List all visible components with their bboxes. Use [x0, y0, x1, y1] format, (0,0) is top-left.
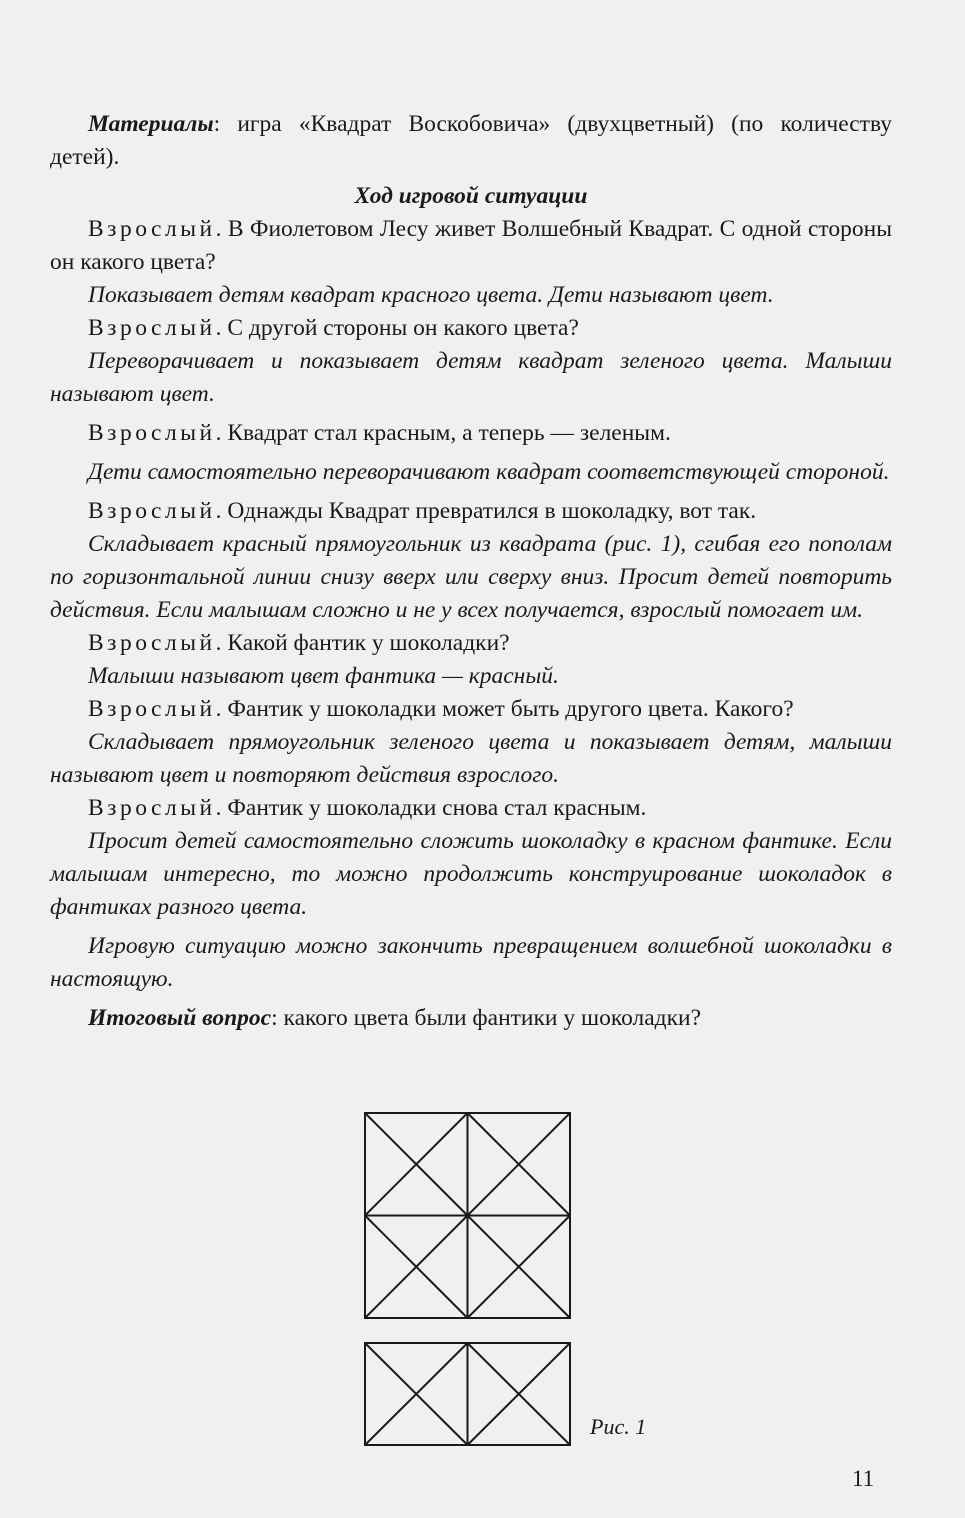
- speaker: Взрослый: [88, 420, 216, 446]
- stage-direction: Просит детей самостоятельно сложить шоколадку в красном фантике. Если малышам интересно, то можно продолжить конструирование шоколадок в фантиках разного цвета.: [50, 828, 892, 920]
- summary-text: : какого цвета были фантики у шоколадки?: [271, 1005, 702, 1031]
- materials-label: Материалы: [88, 111, 214, 137]
- stage-direction: Переворачивает и показывает детям квадрат зеленого цвета. Малыши называют цвет.: [50, 348, 892, 407]
- adult-text: . Какой фантик у шоколадки?: [215, 630, 510, 656]
- section-heading: Ход игровой ситуации: [354, 183, 588, 209]
- adult-text: . Однажды Квадрат превратился в шоколадку, вот так.: [215, 498, 757, 524]
- stage-direction: Игровую ситуацию можно закончить превращением волшебной шоколадки в настоящую.: [50, 933, 892, 992]
- speaker: Взрослый: [88, 315, 216, 341]
- square-diagram: [365, 1113, 570, 1318]
- page-number: 11: [852, 1466, 875, 1491]
- speaker: Взрослый: [88, 216, 216, 242]
- stage-direction: Малыши называют цвет фантика — красный.: [88, 663, 559, 689]
- stage-direction: Дети самостоятельно переворачивают квадрат соответствующей стороной.: [88, 459, 890, 485]
- adult-text: . Фантик у шоколадки снова стал красным.: [215, 795, 647, 821]
- adult-text: . С другой стороны он какого цвета?: [215, 315, 579, 341]
- figure-caption: Рис. 1: [590, 1414, 647, 1439]
- speaker: Взрослый: [88, 498, 216, 524]
- adult-text: . Фантик у шоколадки может быть другого цвета. Какого?: [215, 696, 794, 722]
- stage-direction: Складывает прямоугольник зеленого цвета и показывает детям, малыши называют цвет и повторяют действия взрослого.: [50, 729, 892, 788]
- adult-text: . Квадрат стал красным, а теперь — зеленым.: [215, 420, 671, 446]
- speaker: Взрослый: [88, 630, 216, 656]
- speaker: Взрослый: [88, 795, 216, 821]
- speaker: Взрослый: [88, 696, 216, 722]
- rectangle-diagram: [365, 1343, 570, 1445]
- stage-direction: Складывает красный прямоугольник из квадрата (рис. 1), сгибая его пополам по горизонтальной линии снизу вверх или сверху вниз. Просит детей повторить действия. Если малышам сложно и не у всех получается, взрослый помогает им.: [50, 531, 892, 623]
- adult-text: . В Фиолетовом Лесу живет Волшебный Квадрат. С одной стороны он какого цвета?: [50, 216, 892, 275]
- summary-label: Итоговый вопрос: [88, 1005, 272, 1031]
- stage-direction: Показывает детям квадрат красного цвета. Дети называют цвет.: [88, 282, 774, 308]
- materials-text: : игра «Квадрат Воскобовича» (двухцветный) (по количеству детей).: [50, 111, 892, 170]
